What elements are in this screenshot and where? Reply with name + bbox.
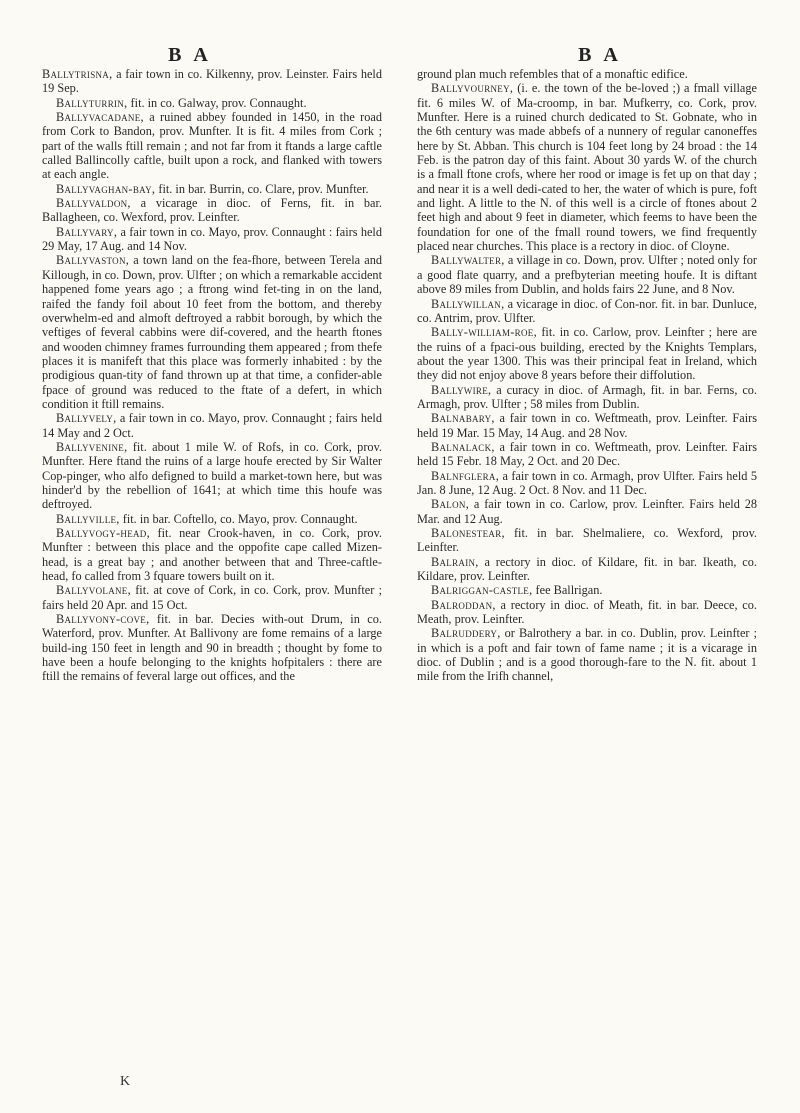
entry-text: a fair town in co. Carlow, prov. Leinfter. Fairs held 28 Mar. and 12 Aug. [417,497,757,526]
gazetteer-entry [417,253,757,296]
entry-headword: Balroddan, [431,597,496,612]
entry-text: fit. about 1 mile W. of Rofs, in co. Cork, prov. Munfter. Here ftand the ruins of a large houfe erected by Sir Walter Cop-pinger, who alfo defigned to build a market-town here, but was hinder'd by the rebellion of 1641; at which time this houfe was deftroyed. [42,439,382,512]
gazetteer-entry [42,196,382,225]
entry-headword: Balriggan-castle, [431,583,533,598]
entry-text: fit. in bar. Coftello, co. Mayo, prov. Connaught. [119,511,358,526]
entry-text: a rectory in dioc. of Kildare, fit. in bar. Ikeath, co. Kildare, prov. Leinfter. [417,554,757,584]
entry-text: a vicarage in dioc. of Ferns, fit. in bar. Ballagheen, co. Wexford, prov. Leinfter. [42,196,382,225]
entry-headword: Balnabary, [431,411,495,426]
entry-text: a fair town in co. Kilkenny, prov. Leinster. Fairs held 19 Sep. [42,67,382,96]
gazetteer-entry [42,411,382,440]
gazetteer-entry [42,253,382,411]
gazetteer-entry [417,598,757,627]
entry-headword: Ballyvourney, [431,81,514,96]
gazetteer-entry [417,497,757,526]
left-column [42,67,382,684]
entry-headword: Ballyvary, [56,224,118,239]
entry-headword: Ballyvony-cove, [56,612,150,627]
entry-text: a curacy in dioc. of Armagh, fit. in bar. Ferns, co. Armagh, prov. Ulfter ; 58 miles from Dublin. [417,382,757,411]
entry-headword: Ballyvogy-head, [56,526,150,540]
entry-text: a town land on the fea-fhore, between Terela and Killough, in co. Down, prov. Ulfter ; on which a remarkable accident happened fome years ago ; a ftrong wind fet-ting in on the land, raifed the fandy foil about 10 feet from the bottom, and thereby overwhelm-ed and almoft deftroyed a rabbit borough, by which the veftiges of feveral cabbins were dif-covered, and the hearth ftones and wooden chimney frames furrounding them appeared ; from thefe places it is manifeft that this place was formerly inhabited : by the prodigious quan-tity of fand thrown up at that time, a confider-able fpace of ground was reduced to the ftate of a defert, in which condition it ftill remains. [42,253,382,411]
entry-headword: Balonestear, [431,526,505,540]
gazetteer-entry [417,526,757,555]
entry-headword: Balnalack, [431,439,495,454]
entry-text: fee Ballrigan. [532,583,603,598]
entry-headword: Ballyvaston, [56,253,130,268]
entry-headword: Ballywire, [431,382,492,397]
gazetteer-entry [417,555,757,584]
entry-headword: Ballyvacadane, [56,110,144,125]
entry-headword: Balon, [431,497,470,512]
running-header-right: B A [578,44,622,66]
entry-text: fit. at cove of Cork, in co. Cork, prov. Munfter ; fairs held 20 Apr. and 15 Oct. [42,583,382,612]
entry-text: fit. in bar. Shelmaliere, co. Wexford, prov. Leinfter. [417,526,757,555]
entry-headword: Bally-william-roe, [431,325,537,340]
entry-headword: Ballyvely, [56,411,117,426]
entry-text: fit. in co. Galway, prov. Connaught. [127,95,307,110]
entry-text: fit. in bar. Burrin, co. Clare, prov. Munfter. [155,181,369,196]
entry-text: fit. in bar. Decies with-out Drum, in co. Waterford, prov. Munfter. At Ballivony are fome remains of a large build-ing 150 feet in length and 90 in breadth ; thought by fome to have been a houfe belonging to the knights hofpitalers : there are ftill the remains of feveral large out offices, and the [42,612,382,684]
entry-text: or Balrothery a bar. in co. Dublin, prov. Leinfter ; in which is a poft and fair town of fame name ; it is a vicarage in dioc. of Dublin ; and is a good thorough-fare to the N. fit. about 1 mile from the Irifh channel, [417,626,757,684]
running-header-left: B A [168,44,212,66]
gazetteer-entry [417,81,757,253]
entry-text: a ruined abbey founded in 1450, in the road from Cork to Bandon, prov. Munfter. It is fit. 4 miles from Cork ; part of the walls ftill remain ; and not far from it ftands a large caftle called Ballincolly caftle, built upon a rock, and flanked with towers at each angle. [42,110,382,182]
gazetteer-entry [42,182,382,196]
entry-headword: Ballyturrin, [56,95,128,110]
gazetteer-entry [42,440,382,512]
entry-text: (i. e. the town of the be-loved ;) a fmall village fit. 6 miles W. of Ma-croomp, in bar. Mufkerry, co. Cork, prov. Munfter. Here is a ruined church dedicated to St. Gobnate, who in the 6th century was made abbefs of a nunnery of regular canoneffes here by St. Abban. This church is 104 feet long by 24 broad : the 14 Feb. is the patron day of this faint. About 30 yards W. of the church is a fmall ftone crofs, where her rood or image is fet up on that day ; and near it is a well dedi-cated to her, the water of which is pure, foft and light. A little to the N. of this well is a circle of ftones about 2 feet high and about 9 feet in diameter, which feems to have been the foundation for one of the fmall round towers, we find frequently placed near churches. This place is a rectory in dioc. of Cloyne. [417,81,757,254]
entry-text: a fair town in co. Weftmeath, prov. Leinfter. Fairs held 15 Febr. 18 May, 2 Oct. and 20 Dec. [417,439,757,469]
gazetteer-entry [417,626,757,683]
gazetteer-entry [42,526,382,583]
gazetteer-entry [417,469,757,498]
entry-text: a village in co. Down, prov. Ulfter ; noted only for a good flate quarry, and a prefbyterian meeting houfe. It is diftant above 89 miles from Dublin, and holds fairs 22 June, and 8 Nov. [417,253,757,297]
gazetteer-entry [417,383,757,412]
entry-headword: Ballywillan, [431,296,505,311]
entry-text: fit. near Crook-haven, in co. Cork, prov. Munfter : between this place and the oppofite cape called Mizen-head, is a great bay ; and another between that and Three-caftle-head, fo called from 3 fquare towers built on it. [42,526,382,584]
entry-headword: Balrain, [431,554,479,569]
signature-mark: K [120,1074,131,1089]
gazetteer-entry [42,225,382,254]
gazetteer-entry [42,67,382,96]
entry-text: a fair town in co. Weftmeath, prov. Leinfter. Fairs held 19 Mar. 15 May, 14 Aug. and 28 Nov. [417,411,757,440]
gazetteer-entry [42,512,382,526]
entry-headword: Ballywalter, [431,253,505,268]
entry-text: ground plan much refembles that of a monaftic edifice. [417,67,688,81]
entry-text: a fair town in co. Armagh, prov Ulfter. Fairs held 5 Jan. 8 June, 12 Aug. 2 Oct. 8 Nov. and 11 Dec. [417,468,757,497]
entry-text: a fair town in co. Mayo, prov. Connaught ; fairs held 14 May and 2 Oct. [42,411,382,440]
entry-headword: Balruddery, [431,626,501,641]
entry-headword: Ballyvaldon, [56,196,131,211]
gazetteer-entry [417,411,757,440]
entry-text: a vicarage in dioc. of Con-nor. fit. in bar. Dunluce, co. Antrim, prov. Ulfter. [417,296,757,325]
gazetteer-entry [417,440,757,469]
entry-headword: Ballyvenine, [56,439,128,454]
gazetteer-entry [417,583,757,597]
entry-headword: Ballyvolane, [56,583,131,598]
gazetteer-entry [42,583,382,612]
entry-text: a rectory in dioc. of Meath, fit. in bar. Deece, co. Meath, prov. Leinfter. [417,597,757,627]
right-column [417,67,757,684]
entry-headword: Ballyvaghan-bay, [56,181,156,196]
gazetteer-entry [417,297,757,326]
entry-headword: Ballytrisna, [42,67,113,81]
entry-text: fit. in co. Carlow, prov. Leinfter ; here are the ruins of a fpaci-ous building, erected by the Knights Templars, about the year 1300. This was their principal feat in Ireland, which they did not enjoy above 8 years before their diffolution. [417,325,757,383]
gazetteer-entry [42,612,382,684]
gazetteer-entry [417,67,757,81]
entry-headword: Balnfglera, [431,468,500,483]
entry-headword: Ballyville, [56,511,120,526]
gazetteer-entry [42,110,382,182]
gazetteer-entry [42,96,382,110]
gazetteer-entry [417,325,757,382]
entry-text: a fair town in co. Mayo, prov. Connaught : fairs held 29 May, 17 Aug. and 14 Nov. [42,224,382,254]
